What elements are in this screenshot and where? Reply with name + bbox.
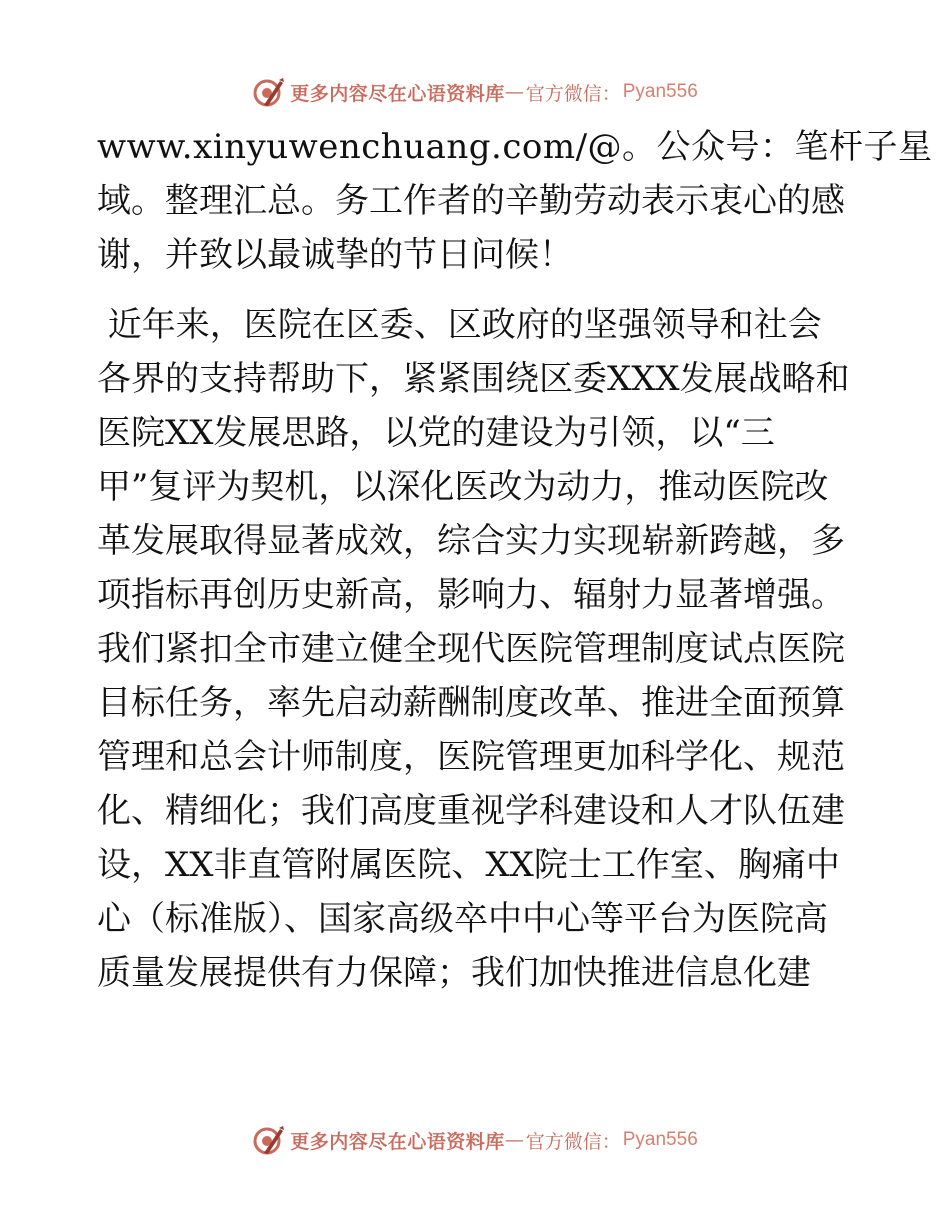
paragraph-1: [97, 120, 933, 282]
header-banner: [0, 72, 950, 112]
banner-dash: —: [504, 81, 524, 103]
text-line: 医院XX发展思路，以党的建设为引领，以“三: [97, 413, 775, 453]
banner-slogan: 更多内容尽在心语资料库: [290, 1130, 505, 1153]
banner-dash: —: [504, 1129, 524, 1151]
text-line: 化、精细化；我们高度重视学科建设和人才队伍建: [97, 791, 845, 831]
text-line: 甲”复评为契机，以深化医改为动力，推动医院改: [97, 467, 829, 507]
text-line: 设，XX非直管附属医院、XX院士工作室、胸痛中: [97, 845, 840, 885]
text-line: 谢，并致以最诚挚的节日问候！: [97, 235, 573, 275]
text-line: 目标任务，率先启动薪酬制度改革、推进全面预算: [97, 683, 845, 723]
banner-wechat-id: Pyan556: [622, 1129, 698, 1150]
banner-wechat-label: 官方微信：: [525, 82, 621, 105]
footer-banner: [0, 1120, 950, 1160]
text-line: 革发展取得显著成效，综合实力实现崭新跨越，多: [97, 521, 845, 561]
text-line: 项指标再创历史新高，影响力、辐射力显著增强。: [97, 575, 845, 615]
text-line: 近年来，医院在区委、区政府的坚强领导和社会: [97, 305, 822, 345]
text-line: 各界的支持帮助下，紧紧围绕区委XXX发展战略和: [97, 359, 850, 399]
pen-circle-logo-icon: [252, 75, 286, 109]
banner-slogan: 更多内容尽在心语资料库: [290, 82, 505, 105]
document-body: [97, 120, 933, 1000]
pen-circle-logo-icon: [252, 1123, 286, 1157]
text-line: 域。整理汇总。务工作者的辛勤劳动表示衷心的感: [97, 181, 845, 221]
text-line: 管理和总会计师制度，医院管理更加科学化、规范: [97, 737, 845, 777]
text-line: 质量发展提供有力保障；我们加快推进信息化建: [97, 953, 811, 993]
text-line: 我们紧扣全市建立健全现代医院管理制度试点医院: [97, 629, 845, 669]
banner-wechat-label: 官方微信：: [525, 1130, 621, 1153]
text-line: www.xinyuwenchuang.com/@。公众号：笔杆子星: [97, 127, 933, 167]
banner-wechat-id: Pyan556: [622, 81, 698, 102]
paragraph-2: [97, 298, 857, 1000]
text-line: 心（标准版）、国家高级卒中中心等平台为医院高: [97, 899, 828, 939]
